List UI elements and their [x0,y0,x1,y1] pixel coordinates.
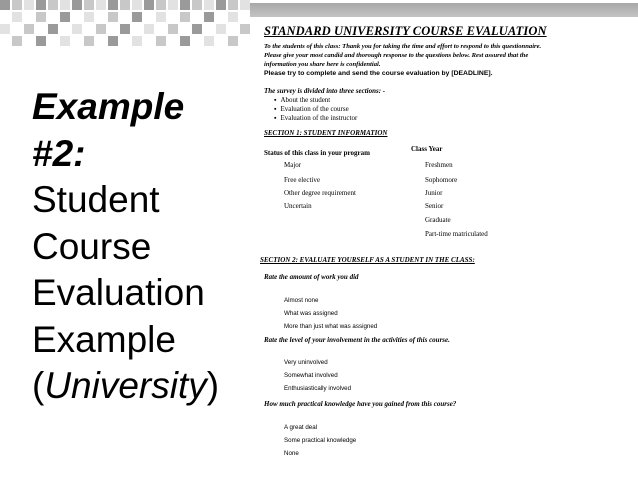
title-line: Example [32,318,176,360]
q1-option: What was assigned [284,310,338,317]
question-2: Rate the level of your involvement in the activities of this course. [264,336,450,344]
status-option: Free elective [284,176,320,184]
grid-square [84,36,94,46]
grid-square [216,0,226,10]
grid-square [96,24,106,34]
q3-option: Some practical knowledge [284,437,357,444]
grid-square [24,24,34,34]
grid-square [168,0,178,10]
grid-square [60,12,70,22]
grid-square [84,0,94,10]
decorative-grid [0,0,250,46]
grid-square [204,0,214,10]
sections-list-item: ▪ Evaluation of the course [274,105,349,114]
grid-square [120,24,130,34]
grid-square [36,36,46,46]
grid-square [180,0,190,10]
sections-list-item: ▪ Evaluation of the instructor [274,114,357,123]
sections-intro: The survey is divided into three sections: - [264,87,386,95]
grid-square [132,12,142,22]
grid-square [72,24,82,34]
grid-square [0,24,10,34]
grid-square [36,0,46,10]
q3-option: A great deal [284,424,318,431]
class-year-option: Sophomore [425,176,458,184]
grid-square [36,12,46,22]
section2-title: SECTION 2: EVALUATE YOURSELF AS A STUDENT IN THE CLASS: [260,256,475,264]
question-3: How much practical knowledge have you gained from this course? [264,400,457,408]
grid-square [204,36,214,46]
q3-option: None [284,450,299,457]
title-line: Course [32,225,152,267]
grid-square [180,12,190,22]
grid-square [192,24,202,34]
q2-option: Enthusiastically involved [284,385,352,392]
grid-square [108,36,118,46]
q2-option: Somewhat involved [284,372,338,379]
grid-square [204,12,214,22]
grid-square [228,0,238,10]
grid-square [12,36,22,46]
intro-line: Please give your most candid and thorough response to the questions below. Rest assured that the [264,52,529,59]
grid-square [192,0,202,10]
class-year-option: Senior [425,202,444,210]
grid-square [12,0,22,10]
grid-square [144,0,154,10]
deadline-text: Please try to complete and send the course evaluation by [DEADLINE]. [264,70,493,77]
sections-list-item: ▪ About the student [274,96,330,105]
decorative-strip [250,3,638,17]
grid-square [72,0,82,10]
status-option: Uncertain [284,202,312,210]
grid-square [0,0,10,10]
grid-square [120,0,130,10]
grid-square [228,36,238,46]
title-line: #2: [32,132,86,174]
grid-square [132,0,142,10]
class-year-label: Class Year [411,145,443,153]
grid-square [216,24,226,34]
grid-square [108,0,118,10]
status-option: Major [284,161,302,169]
grid-square [228,12,238,22]
grid-square [60,36,70,46]
grid-square [96,0,106,10]
q1-option: Almost none [284,297,319,304]
slide-title [32,84,219,410]
class-year-option: Junior [425,189,443,197]
grid-square [48,24,58,34]
title-italic: University [44,365,207,406]
title-line: (University) [32,365,220,406]
grid-square [156,12,166,22]
grid-square [156,0,166,10]
grid-square [156,36,166,46]
grid-square [84,12,94,22]
grid-square [24,0,34,10]
grid-square [144,24,154,34]
grid-square [168,24,178,34]
q2-option: Very uninvolved [284,359,328,366]
grid-square [108,12,118,22]
intro-line: To the students of this class: Thank you for taking the time and effort to respond to this questionnaire. [264,43,542,50]
grid-square [180,36,190,46]
grid-square [240,0,250,10]
class-year-option: Graduate [425,216,451,224]
title-line: Student [32,179,160,220]
question-1: Rate the amount of work you did [264,273,359,281]
grid-square [60,0,70,10]
grid-square [240,24,250,34]
class-year-option: Part-time matriculated [425,230,488,238]
status-label: Status of this class in your program [264,149,370,157]
title-line: Example [32,86,185,127]
intro-line: information you share here is confidential. [264,61,381,68]
status-option: Other degree requirement [284,189,356,197]
grid-square [132,36,142,46]
form-header: STANDARD UNIVERSITY COURSE EVALUATION [264,24,547,38]
grid-square [12,12,22,22]
grid-square [48,0,58,10]
q1-option: More than just what was assigned [284,323,378,330]
class-year-option: Freshmen [425,161,453,169]
title-line: Evaluation [32,272,205,313]
section1-title: SECTION 1: STUDENT INFORMATION [264,129,388,137]
